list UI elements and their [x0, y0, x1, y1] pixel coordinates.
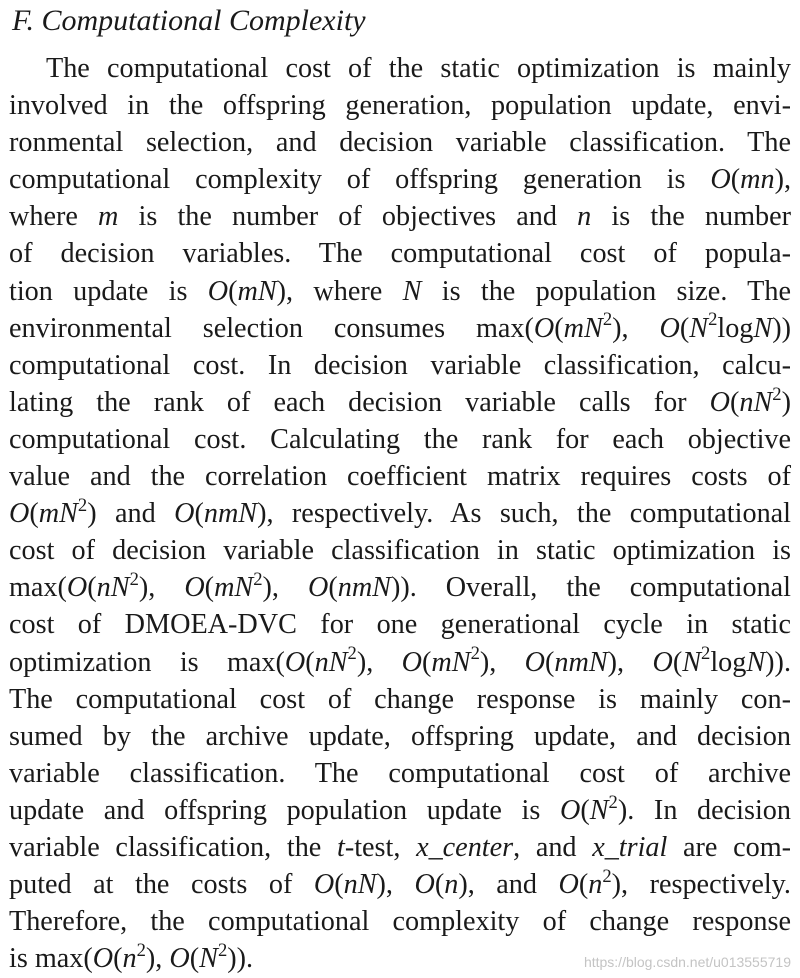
- text-line: [9, 310, 791, 347]
- text-line: [9, 87, 791, 124]
- text-run: ), respectively. As such, the computational: [257, 498, 792, 530]
- math-symbol: n: [444, 869, 459, 901]
- math-symbol: nN: [739, 386, 773, 418]
- math-symbol: O: [524, 646, 546, 678]
- text-run: ),: [356, 646, 402, 678]
- text-line: [9, 792, 791, 829]
- text-run: (: [113, 943, 123, 975]
- text-run: )).: [227, 943, 254, 975]
- superscript: 2: [470, 643, 480, 665]
- text-run: are com-: [667, 831, 792, 863]
- text-run: value and the correlation coefficient matrix requires costs of: [9, 461, 791, 493]
- math-symbol: N: [689, 312, 709, 344]
- text-run: ): [781, 386, 791, 418]
- text-run: is the number: [591, 201, 791, 233]
- text-run: is the population size. The: [421, 275, 791, 307]
- math-symbol: x_center: [416, 831, 514, 863]
- text-run: ),: [138, 572, 185, 604]
- math-symbol: N: [682, 646, 702, 678]
- text-run: ), respectively.: [611, 869, 791, 901]
- math-symbol: O: [184, 572, 205, 604]
- text-run: puted at the costs of: [9, 869, 314, 901]
- text-line: [9, 755, 791, 792]
- math-symbol: nmN: [203, 498, 258, 530]
- text-run: (: [679, 312, 690, 344]
- math-symbol: O: [558, 869, 579, 901]
- math-symbol: n: [588, 869, 603, 901]
- text-run: variable classification, the: [9, 831, 337, 863]
- text-run: where: [9, 201, 98, 233]
- text-run: ),: [612, 312, 660, 344]
- watermark: https://blog.csdn.net/u013555719: [583, 954, 791, 970]
- text-line: [9, 273, 791, 310]
- math-symbol: O: [533, 312, 555, 344]
- text-run: )). Overall, the computational: [390, 572, 792, 604]
- text-run: sumed by the archive update, offspring update, and decision: [9, 720, 791, 752]
- superscript: 2: [608, 791, 618, 813]
- text-run: involved in the offspring generation, population update, envi-: [9, 90, 791, 122]
- text-run: update and offspring population update is: [9, 794, 560, 826]
- text-run: (: [334, 869, 344, 901]
- superscript: 2: [347, 643, 357, 665]
- math-symbol: nN: [314, 646, 348, 678]
- text-line: [9, 903, 791, 940]
- math-symbol: O: [174, 498, 195, 530]
- math-symbol: N: [402, 275, 422, 307]
- text-run: (: [730, 164, 741, 196]
- text-run: of decision variables. The computational cost of popula-: [9, 238, 791, 270]
- text-run: (: [305, 646, 315, 678]
- text-line: [9, 569, 791, 606]
- text-run: ), where: [276, 275, 403, 307]
- text-run: (: [545, 646, 555, 678]
- text-run: lating the rank of each decision variable calls for: [9, 386, 710, 418]
- math-symbol: nN: [96, 572, 130, 604]
- math-symbol: mN: [563, 312, 603, 344]
- text-line: [9, 161, 791, 198]
- text-run: -test,: [344, 831, 417, 863]
- math-symbol: mN: [431, 646, 471, 678]
- math-symbol: O: [659, 312, 680, 344]
- text-run: (: [578, 869, 589, 901]
- superscript: 2: [708, 309, 718, 331]
- math-symbol: t: [336, 831, 345, 863]
- math-symbol: nmN: [554, 646, 608, 678]
- math-symbol: O: [710, 164, 731, 196]
- math-symbol: O: [169, 943, 190, 975]
- math-symbol: mN: [214, 572, 254, 604]
- body-paragraph: [9, 50, 791, 977]
- text-run: (: [554, 312, 564, 344]
- math-symbol: O: [307, 572, 329, 604]
- text-run: The computational cost of the static optimization is mainly: [46, 53, 791, 84]
- math-symbol: n: [577, 201, 592, 233]
- superscript: 2: [253, 569, 263, 590]
- text-line: [9, 644, 791, 681]
- text-run: max(: [9, 572, 67, 604]
- text-run: log: [717, 312, 754, 344]
- text-run: ) and: [87, 498, 175, 530]
- text-run: ), and: [458, 869, 559, 901]
- math-symbol: O: [709, 386, 730, 418]
- text-run: (: [672, 646, 683, 678]
- text-run: cost of DMOEA-DVC for one generational cycle in static: [9, 609, 791, 641]
- text-run: ). In decision: [617, 794, 791, 826]
- text-run: (: [29, 498, 39, 530]
- text-run: (: [87, 572, 97, 604]
- math-symbol: mN: [237, 275, 277, 307]
- math-symbol: O: [92, 943, 114, 975]
- math-symbol: O: [9, 498, 30, 530]
- text-run: (: [730, 386, 740, 418]
- text-line: [9, 866, 791, 903]
- text-run: log: [710, 646, 747, 678]
- text-line: [9, 532, 791, 569]
- math-symbol: O: [652, 646, 673, 678]
- math-symbol: O: [414, 869, 435, 901]
- text-run: ),: [607, 646, 653, 678]
- math-symbol: N: [746, 646, 766, 678]
- text-run: is the number of objectives and: [118, 201, 578, 233]
- superscript: 2: [602, 309, 613, 331]
- text-line: [9, 681, 791, 718]
- math-symbol: mn: [740, 164, 775, 196]
- text-run: computational complexity of offspring generation is: [9, 164, 711, 196]
- text-run: (: [228, 275, 238, 307]
- text-run: (: [434, 869, 445, 901]
- superscript: 2: [701, 643, 711, 665]
- text-line: [9, 495, 791, 532]
- math-symbol: O: [313, 869, 335, 901]
- text-line: [9, 198, 791, 235]
- text-run: , and: [513, 831, 593, 863]
- text-run: Therefore, the computational complexity of change response: [9, 906, 791, 938]
- superscript: 2: [136, 939, 146, 961]
- text-line: [9, 347, 791, 384]
- text-run: (: [204, 572, 215, 604]
- math-symbol: n: [122, 943, 137, 975]
- text-run: optimization is max(: [9, 646, 285, 678]
- text-line: [9, 718, 791, 755]
- text-run: ),: [145, 943, 170, 975]
- text-line: [9, 50, 791, 87]
- text-run: is max(: [9, 943, 93, 975]
- text-run: ),: [376, 869, 415, 901]
- text-line: [9, 235, 791, 272]
- text-run: ronmental selection, and decision variable classification. The: [9, 127, 791, 159]
- math-symbol: N: [753, 312, 773, 344]
- text-line: [9, 384, 791, 421]
- superscript: 2: [772, 383, 782, 405]
- text-run: tion update is: [9, 275, 208, 307]
- text-run: (: [189, 943, 200, 975]
- math-symbol: O: [401, 646, 422, 678]
- math-symbol: mN: [38, 498, 78, 530]
- math-symbol: N: [589, 794, 609, 826]
- math-symbol: O: [207, 275, 229, 307]
- text-line: [9, 829, 791, 866]
- superscript: 2: [602, 865, 612, 887]
- math-symbol: nmN: [337, 572, 391, 604]
- text-run: (: [328, 572, 338, 604]
- math-symbol: nN: [343, 869, 377, 901]
- text-line: [9, 458, 791, 495]
- math-symbol: x_trial: [592, 831, 668, 863]
- text-run: )).: [765, 646, 791, 678]
- superscript: 2: [77, 494, 88, 516]
- superscript: 2: [129, 569, 139, 590]
- text-run: ),: [774, 164, 791, 196]
- text-line: [9, 606, 791, 643]
- math-symbol: O: [559, 794, 581, 826]
- math-symbol: m: [98, 201, 119, 233]
- text-run: ),: [479, 646, 525, 678]
- text-line: [9, 421, 791, 458]
- text-run: ),: [262, 572, 308, 604]
- math-symbol: O: [66, 572, 88, 604]
- math-symbol: N: [199, 943, 218, 975]
- text-run: environmental selection consumes max(: [9, 312, 534, 344]
- text-line: [9, 124, 791, 161]
- text-run: (: [194, 498, 204, 530]
- section-heading: F. Computational Complexity: [12, 4, 366, 37]
- text-run: The computational cost of change response is mainly con-: [9, 683, 791, 715]
- text-run: computational cost. Calculating the rank for each objective: [9, 423, 791, 455]
- math-symbol: O: [284, 646, 306, 678]
- text-run: (: [422, 646, 432, 678]
- superscript: 2: [217, 939, 228, 961]
- text-run: (: [580, 794, 590, 826]
- text-run: variable classification. The computational cost of archive: [9, 757, 791, 789]
- text-run: cost of decision variable classification in static optimization is: [9, 535, 791, 567]
- text-run: )): [772, 312, 791, 344]
- text-run: computational cost. In decision variable classification, calcu-: [9, 349, 791, 381]
